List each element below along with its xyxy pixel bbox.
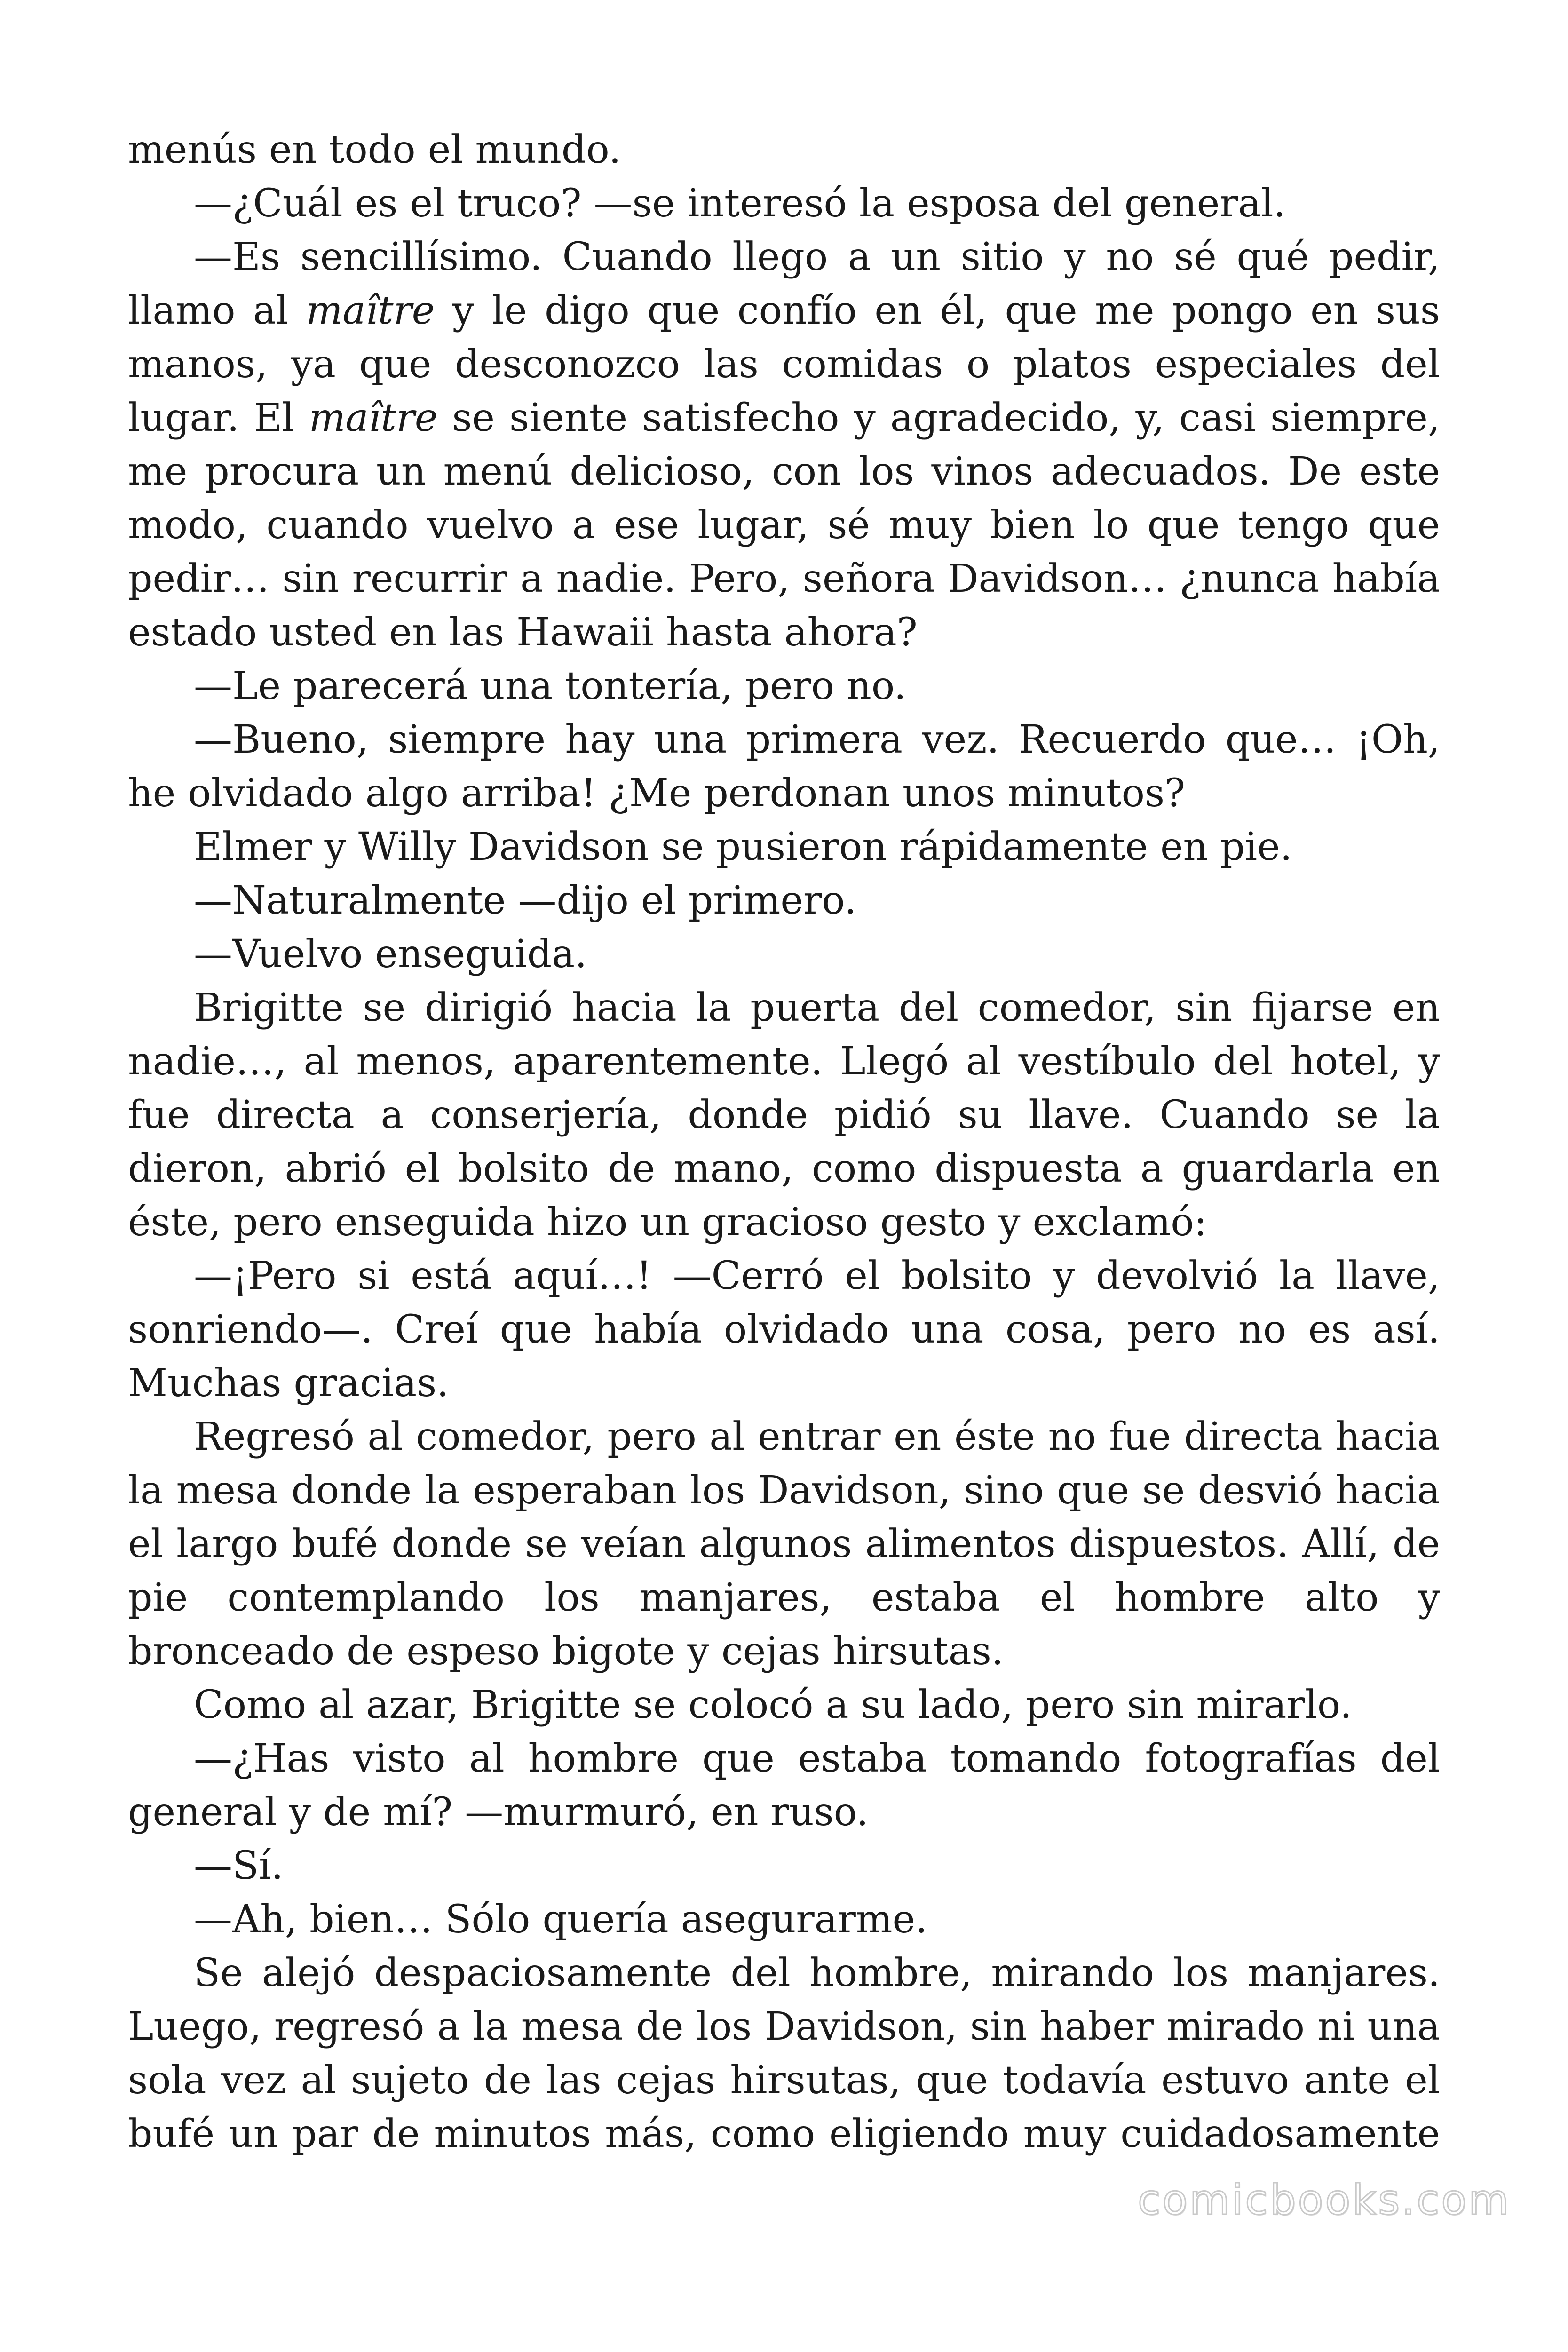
- paragraph: —¿Cuál es el truco? —se interesó la esposa del general.: [194, 181, 1286, 226]
- italic-term: maître: [309, 396, 438, 440]
- paragraph: —¡Pero si está aquí…! —Cerró el bolsito y devolvió la llave, sonriendo—. Creí que había olvidado una cosa, pero no es así. Muchas gracias.: [128, 1254, 1440, 1406]
- paragraph: —Le parecerá una tontería, pero no.: [194, 664, 906, 708]
- paragraph: Como al azar, Brigitte se colocó a su lado, pero sin mirarlo.: [194, 1683, 1352, 1727]
- paragraph: —Es sencillísimo. Cuando llego a un sitio y no sé qué pedir, llamo al maître y le digo que confío en él, que me pongo en sus manos, ya que desconozco las comidas o platos especiales del lugar. El maître se siente satisfecho y agradecido, y, casi siempre, me procura un menú delicioso, con los vinos adecuados. De este modo, cuando vuelvo a ese lugar, sé muy bien lo que tengo que pedir… sin recurrir a nadie. Pero, señora Davidson… ¿nunca había estado usted en las Hawaii hasta ahora?: [128, 235, 1441, 655]
- paragraph: Regresó al comedor, pero al entrar en éste no fue directa hacia la mesa donde la esperaban los Davidson, sino que se desvió hacia el largo bufé donde se veían algunos alimentos dispuestos. Allí, de pie contemplando los manjares, estaba el hombre alto y bronceado de espeso bigote y cejas hirsutas.: [128, 1414, 1440, 1674]
- paragraph: menús en todo el mundo.: [128, 127, 621, 172]
- paragraph: —Sí.: [194, 1843, 284, 1888]
- paragraph: —Ah, bien… Sólo quería asegurarme.: [194, 1897, 928, 1942]
- paragraph: —Vuelvo enseguida.: [194, 932, 587, 977]
- watermark: comicbooks.com: [1137, 2176, 1511, 2224]
- paragraph: Elmer y Willy Davidson se pusieron rápidamente en pie.: [194, 825, 1292, 869]
- page-body: [128, 123, 1440, 2161]
- italic-term: maître: [306, 288, 435, 333]
- paragraph: —Bueno, siempre hay una primera vez. Recuerdo que… ¡Oh, he olvidado algo arriba! ¿Me perdonan unos minutos?: [128, 717, 1440, 816]
- paragraph: —Naturalmente —dijo el primero.: [194, 878, 857, 923]
- paragraph: —¿Has visto al hombre que estaba tomando fotografías del general y de mí? —murmuró, en ruso.: [128, 1736, 1440, 1835]
- paragraph: Brigitte se dirigió hacia la puerta del comedor, sin fijarse en nadie…, al menos, aparentemente. Llegó al vestíbulo del hotel, y fue directa a conserjería, donde pidió su llave. Cuando se la dieron, abrió el bolsito de mano, como dispuesta a guardarla en éste, pero enseguida hizo un gracioso gesto y exclamó:: [128, 985, 1440, 1245]
- paragraph: Se alejó despaciosamente del hombre, mirando los manjares. Luego, regresó a la mesa de los Davidson, sin haber mirado ni una sola vez al sujeto de las cejas hirsutas, que todavía estuvo ante el bufé un par de minutos más, como eligiendo muy cuidadosamente: [128, 1951, 1440, 2156]
